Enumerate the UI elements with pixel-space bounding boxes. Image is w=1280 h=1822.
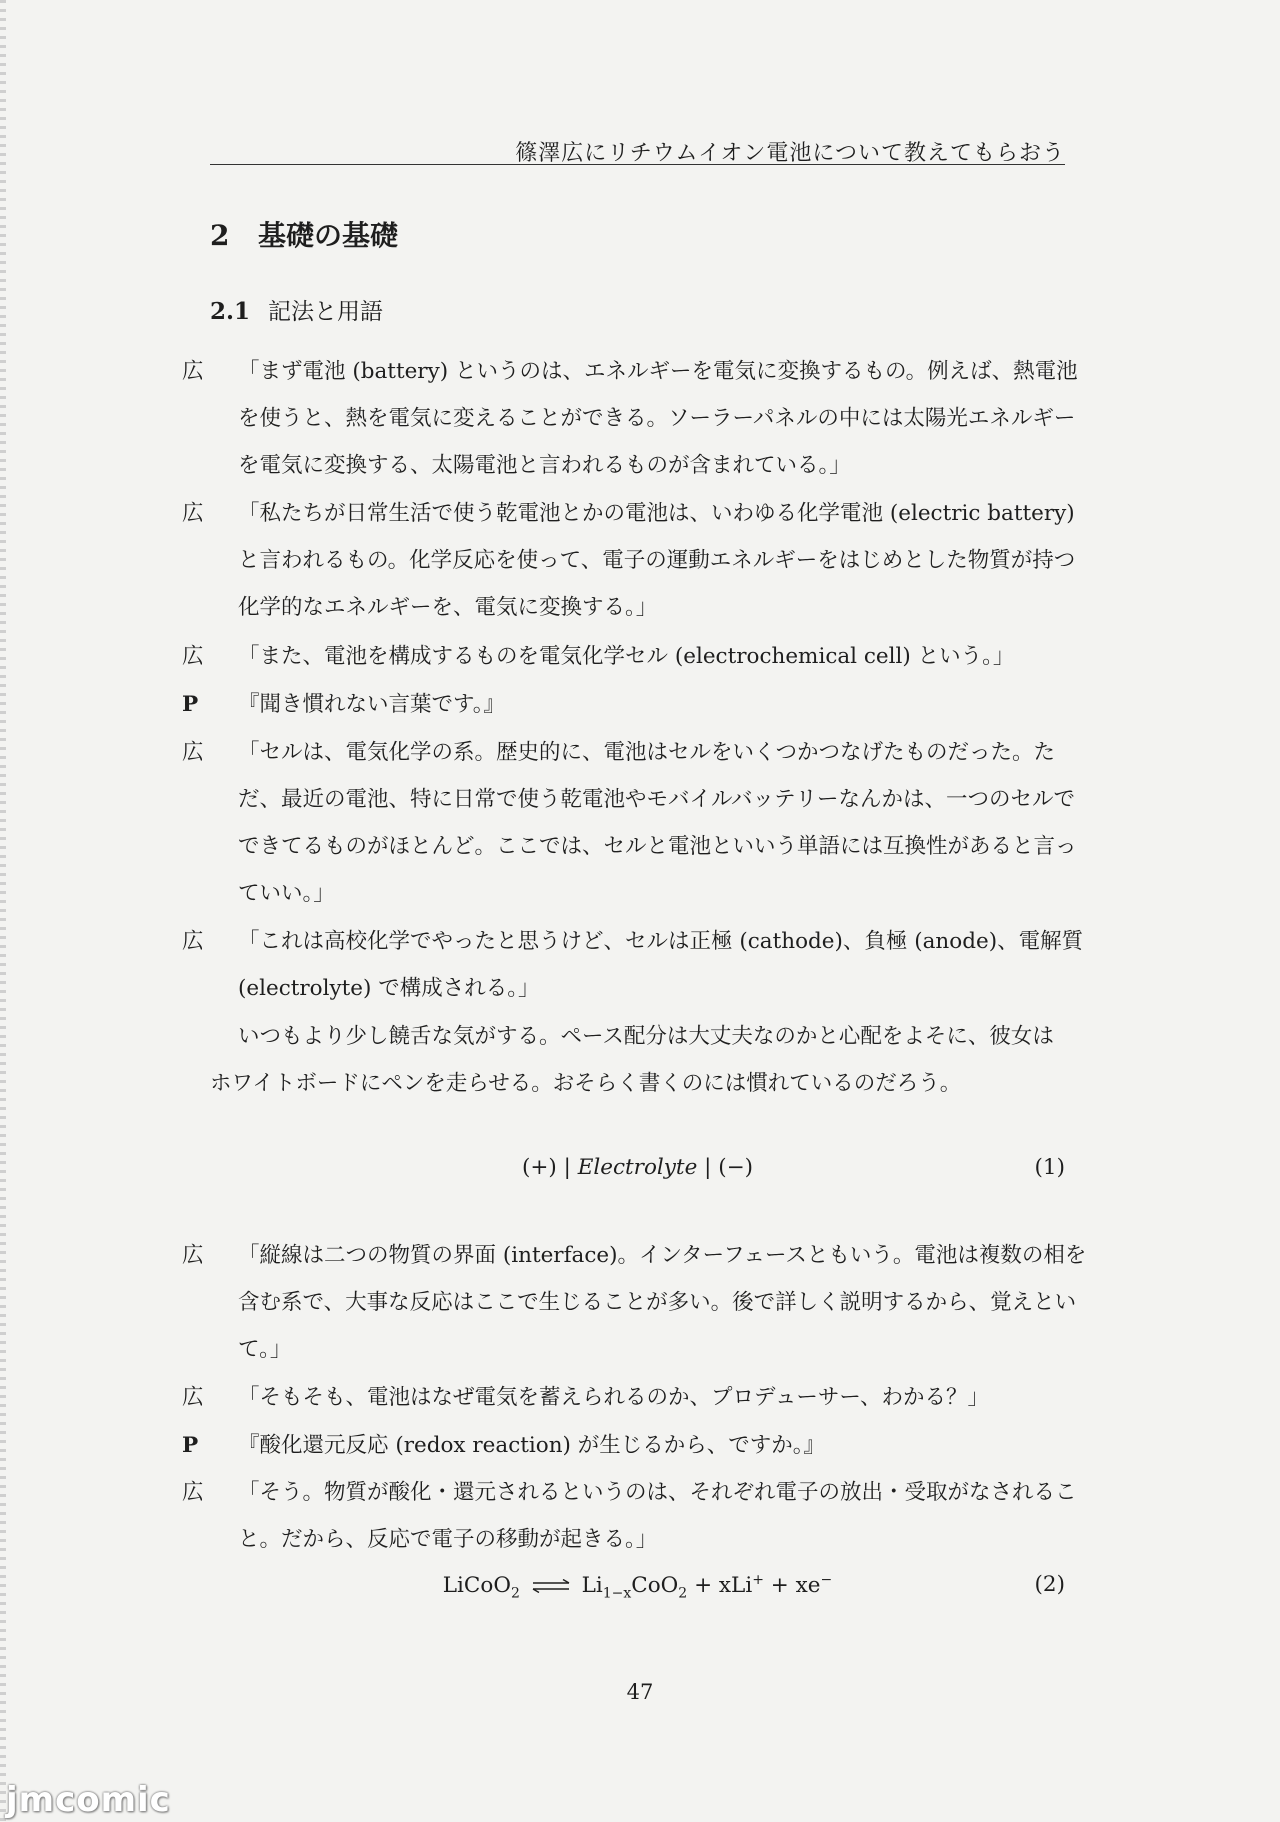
equation-left: (+) | <box>521 1155 571 1180</box>
subsection-number: 2.1 <box>210 298 251 325</box>
dialogue-paragraph <box>182 729 1093 917</box>
product-a: Li <box>581 1573 603 1599</box>
subsection-heading <box>210 293 383 326</box>
section-heading <box>210 214 398 254</box>
page-number: 47 <box>626 1680 654 1704</box>
paragraph-text: 「私たちが日常生活で使う乾電池とかの電池は、いわゆる化学電池 (electric battery) と言われるもの。化学反応を使って、電子の運動エネルギーをはじめとした物質が持つ化学的なエネルギーを、電気に変換する。」 <box>238 501 1076 620</box>
section-title: 基礎の基礎 <box>258 219 399 252</box>
product-b-superscript: + <box>752 1572 764 1588</box>
equation-middle: Electrolyte <box>577 1155 698 1180</box>
equation-number: (1) <box>1034 1155 1065 1180</box>
product-a-subscript: 1−x <box>602 1585 632 1602</box>
dialogue-paragraph <box>182 633 1093 680</box>
equation-1 <box>210 1155 1065 1191</box>
plus-sign: + <box>770 1573 789 1599</box>
plus-sign: + <box>694 1573 713 1599</box>
speaker-label: P <box>182 1433 199 1458</box>
equation-expression <box>210 1155 1065 1180</box>
dialogue-paragraph <box>182 681 1093 728</box>
paragraph-text: 「また、電池を構成するものを電気化学セル (electrochemical cell) という。」 <box>238 644 1015 669</box>
product-b: xLi <box>718 1573 753 1599</box>
product-c: xe <box>795 1573 821 1599</box>
dialogue-paragraph <box>182 490 1093 631</box>
speaker-label: 広 <box>182 1243 204 1268</box>
dialogue-paragraph <box>182 1374 1093 1421</box>
speaker-label: 広 <box>182 359 204 384</box>
speaker-label: 広 <box>182 1385 204 1410</box>
speaker-label: P <box>182 692 199 717</box>
paragraph-text: 「セルは、電気化学の系。歴史的に、電池はセルをいくつかつなげたものだった。ただ、最近の電池、特に日常で使う乾電池やモバイルバッテリーなんかは、一つのセルでできてるものがほとんど。ここでは、セルと電池といいう単語には互換性があると言っていい。」 <box>238 740 1077 906</box>
equilibrium-arrow-icon <box>531 1579 571 1593</box>
dialogue-paragraph <box>182 918 1093 1012</box>
subsection-title: 記法と用語 <box>268 299 383 325</box>
product-a-rest: CoO <box>631 1573 679 1599</box>
speaker-label: 広 <box>182 929 204 954</box>
paragraph-text: 『聞き慣れない言葉です。』 <box>238 692 506 717</box>
paragraph-text: 『酸化還元反応 (redox reaction) が生じるから、ですか。』 <box>238 1433 826 1458</box>
speaker-label: 広 <box>182 1480 204 1505</box>
product-c-superscript: − <box>820 1572 833 1588</box>
reactant-subscript: 2 <box>510 1585 520 1602</box>
watermark-logo: jmcomic <box>6 1780 171 1820</box>
equation-number: (2) <box>1034 1572 1065 1597</box>
paragraph-text: 「これは高校化学でやったと思うけど、セルは正極 (cathode)、負極 (anode)、電解質 (electrolyte) で構成される。」 <box>238 929 1084 1001</box>
dialogue-paragraph <box>182 1422 1093 1469</box>
speaker-label: 広 <box>182 740 204 765</box>
equation-right: | (−) <box>704 1155 754 1180</box>
reactant: LiCoO <box>442 1573 511 1599</box>
paragraph-text: 「縦線は二つの物質の界面 (interface)。インターフェースともいう。電池は複数の相を含む系で、大事な反応はここで生じることが多い。後で詳しく説明するから、覚えといて。」 <box>238 1243 1087 1362</box>
dialogue-paragraph <box>182 1232 1093 1373</box>
speaker-label: 広 <box>182 644 204 669</box>
header-rule <box>210 164 1065 165</box>
narration-paragraph <box>210 1013 1065 1107</box>
paragraph-text: 「そう。物質が酸化・還元されるというのは、それぞれ電子の放出・受取がなされること。だから、反応で電子の移動が起きる。」 <box>238 1480 1077 1552</box>
equation-2 <box>210 1572 1065 1608</box>
paragraph-text: 「そもそも、電池はなぜ電気を蓄えられるのか、プロデューサー、わかる？」 <box>238 1385 989 1410</box>
binding-edge <box>0 0 6 1822</box>
dialogue-paragraph <box>182 1469 1093 1563</box>
section-number: 2 <box>210 219 230 252</box>
equation-expression <box>210 1572 1065 1601</box>
running-header: 篠澤広にリチウムイオン電池について教えてもらおう <box>515 141 1065 166</box>
speaker-label: 広 <box>182 501 204 526</box>
paragraph-text: いつもより少し饒舌な気がする。ペース配分は大丈夫なのかと心配をよそに、彼女はホワイトボードにペンを走らせる。おそらく書くのには慣れているのだろう。 <box>210 1024 1054 1096</box>
dialogue-paragraph <box>182 348 1093 489</box>
paragraph-text: 「まず電池 (battery) というのは、エネルギーを電気に変換するもの。例えば、熱電池を使うと、熱を電気に変えることができる。ソーラーパネルの中には太陽光エネルギーを電気に変換する、太陽電池と言われるものが含まれている。」 <box>238 359 1078 478</box>
product-a-rest-subscript: 2 <box>678 1585 688 1602</box>
